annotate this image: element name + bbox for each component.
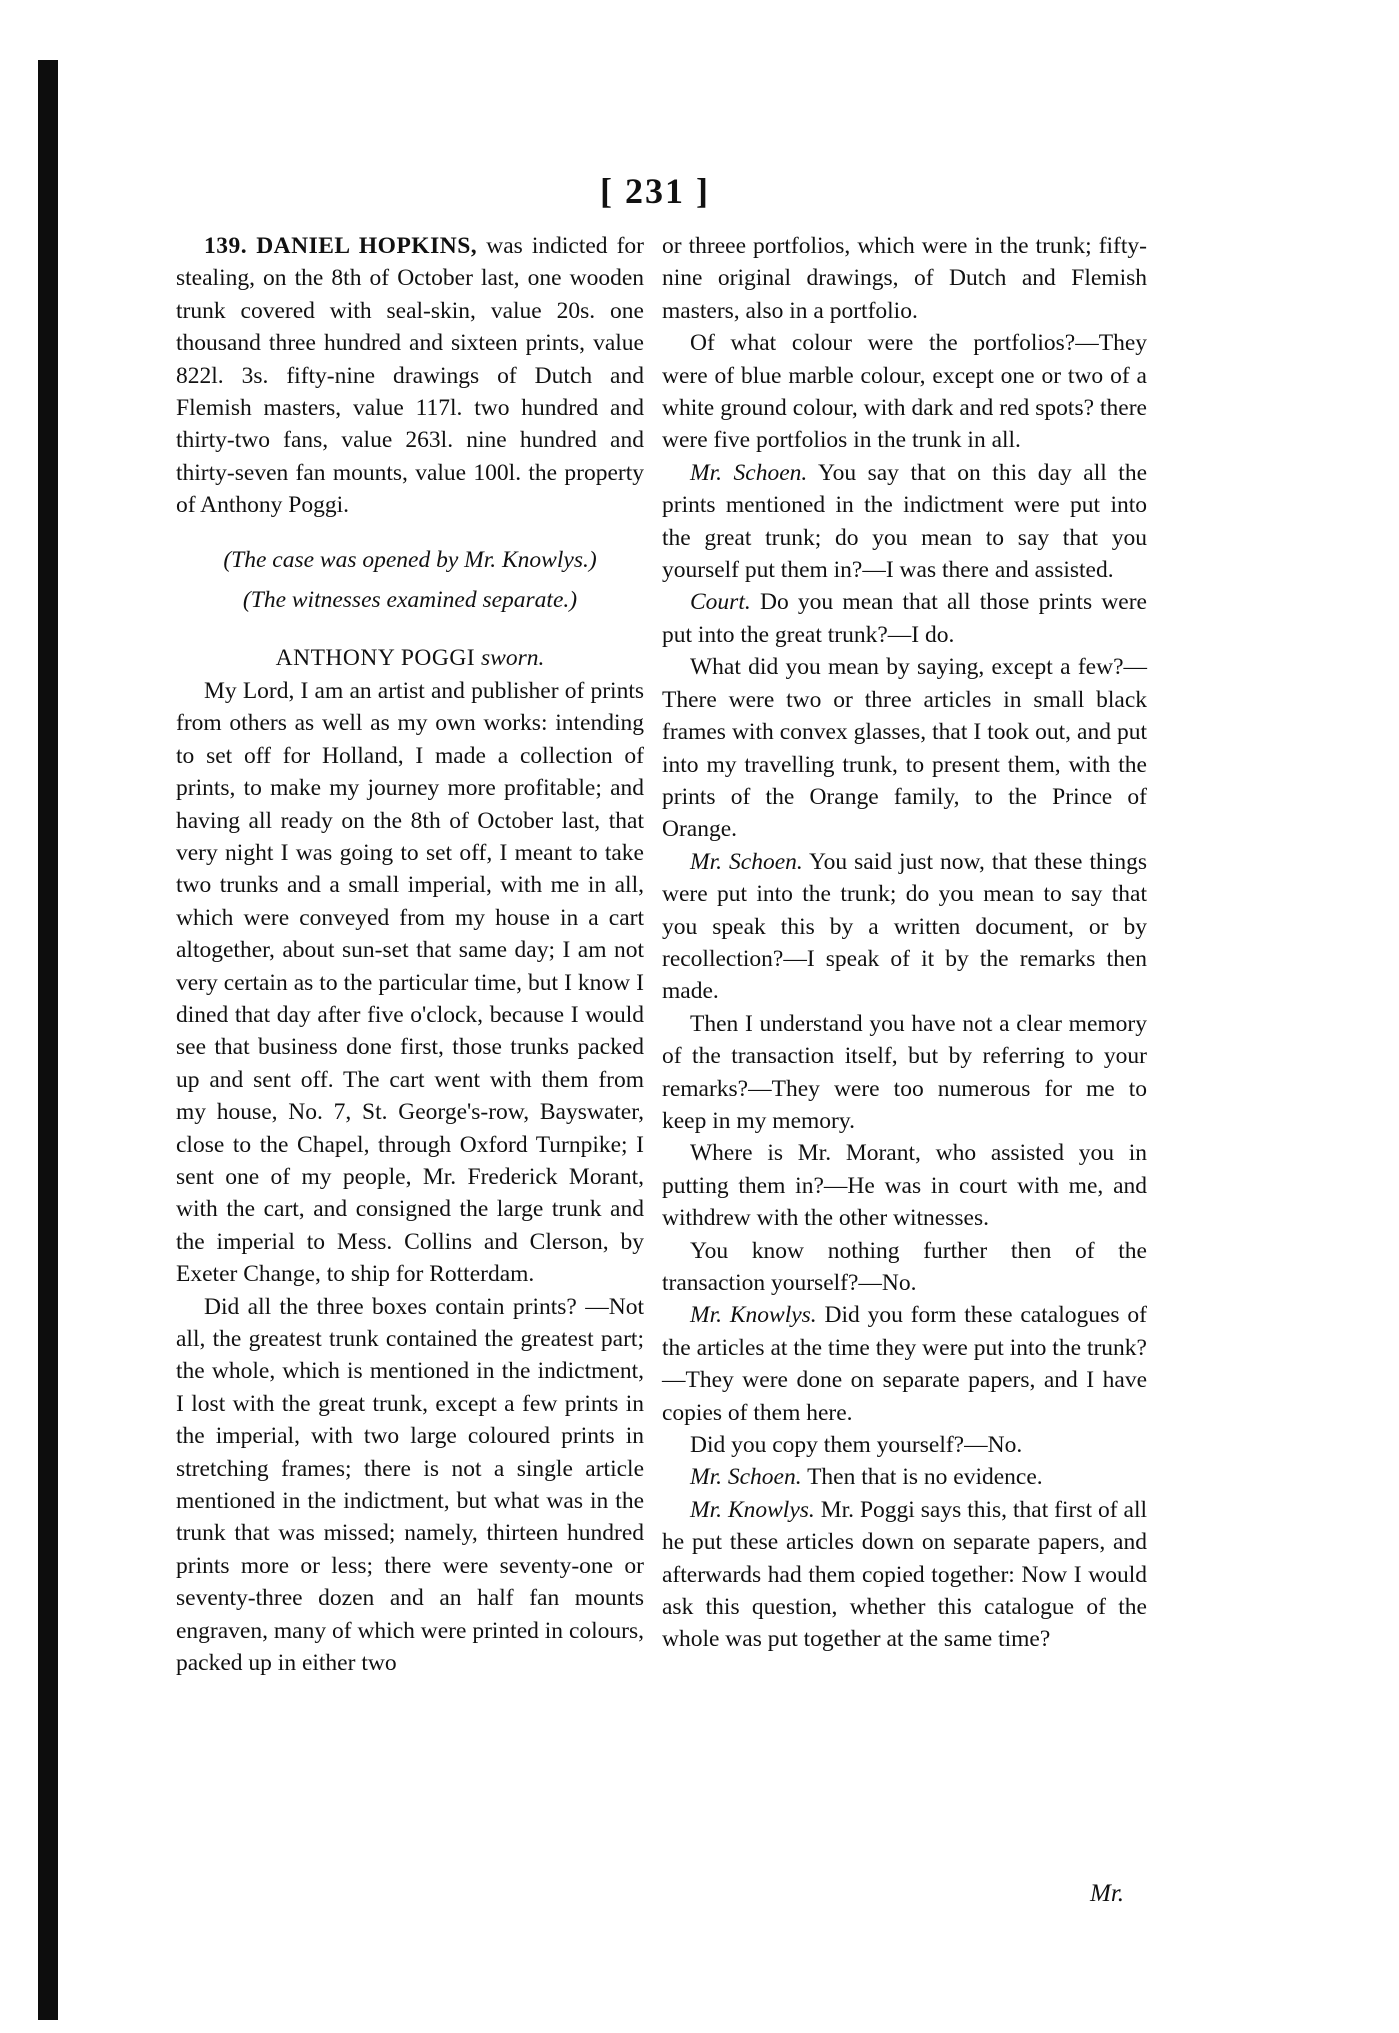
- right-column: [662, 230, 1147, 1656]
- speech-text: Did you form these catalogues of the articles at the time they were put into the trunk?—They were done on separate papers, and I have copies of them here.: [662, 1302, 1147, 1426]
- catchword: Mr.: [1090, 1880, 1125, 1907]
- speaker-label: Mr. Schoen.: [690, 459, 808, 486]
- speech-text: Then that is no evidence.: [807, 1464, 1043, 1491]
- testimony-paragraph: My Lord, I am an artist and publisher of prints from others as well as my own works: intending to set off for Holland, I made a collection of prints, to make my journey more profitable; and having all ready on the 8th of October last, that very night I was going to set off, I meant to take two trunks and a small imperial, with me in all, which were conveyed from my house in a cart altogether, about sun-set that same day; I am not very certain as to the particular time, but I know I dined that day after five o'clock, because I would see that business done first, those trunks packed up and sent off. The cart went with them from my house, No. 7, St. George's-row, Bayswater, close to the Chapel, through Oxford Turnpike; I sent one of my people, Mr. Frederick Morant, with the cart, and consigned the large trunk and the imperial to Mess. Collins and Clerson, by Exeter Change, to ship for Rotterdam.: [176, 677, 644, 1288]
- testimony-paragraph: or threee portfolios, which were in the trunk; fifty-nine original drawings, of Dutch and Flemish masters, also in a portfolio.: [662, 233, 1147, 324]
- testimony-paragraph: [662, 457, 1147, 587]
- testimony-paragraph: Did you copy them yourself?—No.: [690, 1432, 1023, 1459]
- testimony-paragraph: [662, 1299, 1147, 1429]
- indictment-paragraph: [176, 230, 644, 522]
- testimony-paragraph: You know nothing further then of the transaction yourself?—No.: [662, 1237, 1147, 1296]
- witness-sworn: sworn.: [481, 645, 545, 672]
- speech-text: You say that on this day all the prints mentioned in the indictment were put into the great trunk; do you mean to say that you yourself put them in?—I was there and assisted.: [662, 459, 1147, 584]
- speech-text: Do you mean that all those prints were put into the great trunk?—I do.: [662, 589, 1147, 648]
- testimony-paragraph: Of what colour were the portfolios?—They were of blue marble colour, except one or two of a white ground colour, with dark and red spots? there were five portfolios in the trunk in all.: [662, 330, 1147, 454]
- speaker-label: Court.: [690, 589, 751, 616]
- speaker-label: Mr. Schoen.: [690, 1464, 802, 1491]
- testimony-paragraph: [662, 1461, 1147, 1493]
- witness-name: ANTHONY POGGI: [275, 645, 476, 672]
- testimony-paragraph: What did you mean by saying, except a few?—There were two or three articles in small black frames with convex glasses, that I took out, and put into my travelling trunk, to present them, with the prints of the Orange family, to the Prince of Orange.: [662, 654, 1147, 843]
- speaker-label: Mr. Knowlys.: [690, 1302, 817, 1329]
- defendant-name: DANIEL HOPKINS,: [256, 233, 478, 259]
- speech-text: You said just now, that these things were put into the trunk; do you mean to say that you speak this by a written document, or by recollection?—I speak of it by the remarks then made.: [662, 848, 1147, 1005]
- case-number: 139.: [204, 233, 248, 259]
- binding-edge: [38, 60, 58, 2020]
- page-number: [ 231 ]: [600, 171, 710, 211]
- testimony-paragraph: [662, 846, 1147, 1008]
- left-column: [176, 230, 644, 1679]
- testimony-paragraph: Then I understand you have not a clear memory of the transaction itself, but by referring to your remarks?—They were too numerous for me to keep in my memory.: [662, 1010, 1147, 1134]
- testimony-paragraph: [662, 586, 1147, 651]
- witness-heading: [176, 642, 644, 674]
- witnesses-note: (The witnesses examined separate.): [242, 587, 578, 614]
- case-opened-note: (The case was opened by Mr. Knowlys.): [223, 546, 597, 573]
- speaker-label: Mr. Knowlys.: [690, 1496, 815, 1523]
- testimony-paragraph: [662, 1494, 1147, 1656]
- indictment-text: was indicted for stealing, on the 8th of October last, one wooden trunk covered with seal-skin, value 20s. one thousand three hundred and sixteen prints, value 822l. 3s. fifty-nine drawings of Dutch and Flemish masters, value 117l. two hundred and thirty-two fans, value 263l. nine hundred and thirty-seven fan mounts, value 100l. the property of Anthony Poggi.: [176, 233, 645, 519]
- speech-text: Mr. Poggi says this, that first of all he put these articles down on separate papers, and afterwards had them copied together: Now I would ask this question, whether this catalogue of the whole was put together at the same time?: [662, 1496, 1147, 1653]
- testimony-paragraph: Where is Mr. Morant, who assisted you in putting them in?—He was in court with me, and withdrew with the other witnesses.: [662, 1140, 1147, 1232]
- testimony-paragraph: Did all the three boxes contain prints? —Not all, the greatest trunk contained the greatest part; the whole, which is mentioned in the indictment, I lost with the great trunk, except a few prints in the imperial, with two large coloured prints in stretching frames; there is not a single article mentioned in the indictment, but what was in the trunk that was missed; namely, thirteen hundred prints more or less; there were seventy-one or seventy-three dozen and an half fan mounts engraven, many of which were printed in colours, packed up in either two: [176, 1293, 644, 1677]
- speaker-label: Mr. Schoen.: [690, 848, 803, 875]
